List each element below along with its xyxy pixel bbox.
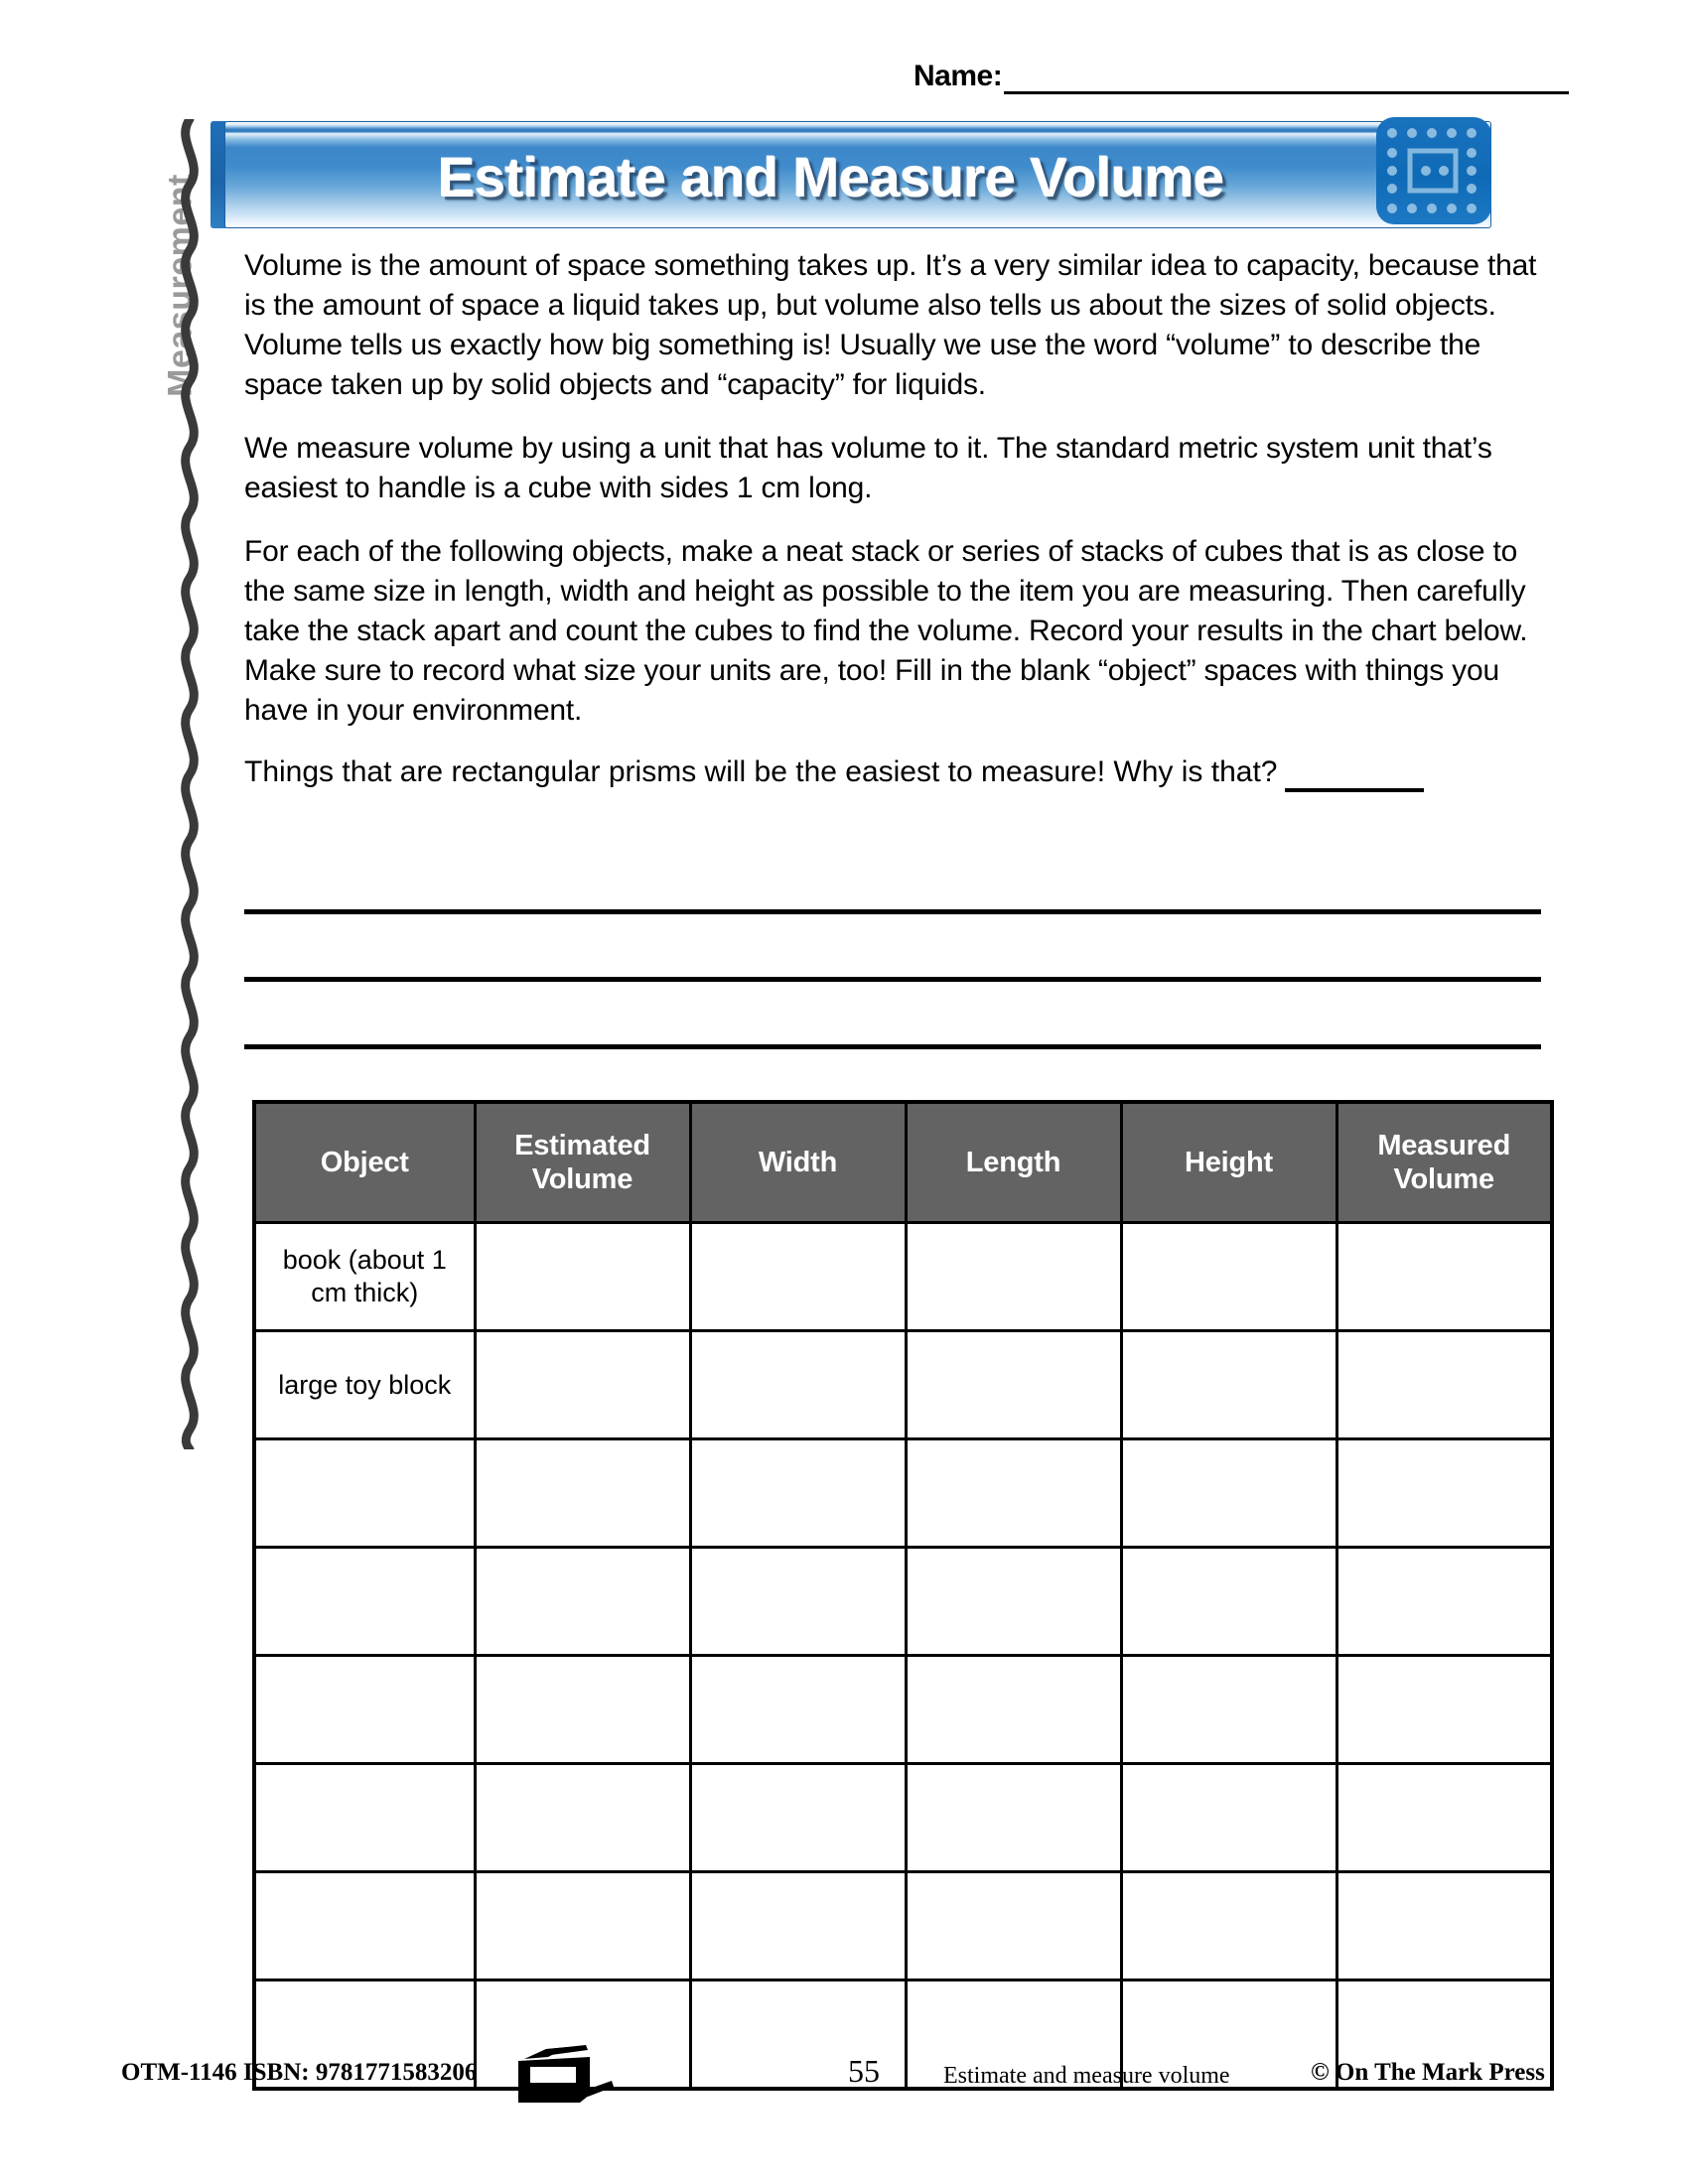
column-header-height: Height <box>1121 1102 1336 1223</box>
footer-isbn: OTM-1146 ISBN: 9781771583206 <box>121 2059 478 2086</box>
name-field-row <box>914 62 1569 94</box>
wavy-line-icon <box>167 119 212 1449</box>
name-input-blank[interactable] <box>1004 62 1569 94</box>
cell-object[interactable] <box>254 1872 475 1980</box>
side-subject-label: Measurement <box>161 174 200 397</box>
cell-object[interactable]: book (about 1 cm thick) <box>254 1223 475 1331</box>
paragraph-1: Volume is the amount of space something takes up. It’s a very similar idea to capacity, because that is the amount of space a liquid takes up, but volume also tells us about the sizes of solid objects. Volume tells us exactly how big something is! Usually we use the word “volume” to describe the space taken up by solid objects and “capacity” for liquids. <box>244 249 1537 401</box>
dotted-square-badge-icon <box>1370 111 1497 230</box>
cell-height[interactable] <box>1121 1548 1336 1656</box>
question-prompt-row <box>244 752 1553 792</box>
cell-estimated-volume[interactable] <box>475 1548 690 1656</box>
worksheet-body <box>244 246 1553 792</box>
footer-publisher: © On The Mark Press <box>1311 2059 1545 2086</box>
cell-length[interactable] <box>906 1656 1121 1764</box>
cell-length[interactable] <box>906 1872 1121 1980</box>
column-header-object: Object <box>254 1102 475 1223</box>
cell-height[interactable] <box>1121 1656 1336 1764</box>
page-title: Estimate and Measure Volume <box>438 146 1224 208</box>
table-row <box>254 1872 1552 1980</box>
footer-page-number: 55 <box>848 2053 880 2089</box>
cell-object[interactable] <box>254 1764 475 1872</box>
footer-topic: Estimate and measure volume <box>943 2063 1230 2089</box>
table-row <box>254 1656 1552 1764</box>
cell-object[interactable] <box>254 1548 475 1656</box>
open-book-icon <box>508 2045 618 2111</box>
banner-body <box>224 121 1491 228</box>
table-row <box>254 1439 1552 1548</box>
cell-measured-volume[interactable] <box>1336 1872 1552 1980</box>
cell-estimated-volume[interactable] <box>475 1331 690 1439</box>
column-header-width: Width <box>690 1102 906 1223</box>
cell-height[interactable] <box>1121 1331 1336 1439</box>
cell-length[interactable] <box>906 1764 1121 1872</box>
answer-blank-inline[interactable] <box>1285 766 1424 792</box>
table-row <box>254 1548 1552 1656</box>
cell-measured-volume[interactable] <box>1336 1331 1552 1439</box>
question-prompt-text: Things that are rectangular prisms will be the easiest to measure! Why is that? <box>244 755 1278 788</box>
column-header-length: Length <box>906 1102 1121 1223</box>
paragraph-2: We measure volume by using a unit that has volume to it. The standard metric system unit that’s easiest to handle is a cube with sides 1 cm long. <box>244 432 1492 504</box>
side-subject-strip <box>119 119 218 1449</box>
cell-height[interactable] <box>1121 1872 1336 1980</box>
answer-line-2[interactable] <box>244 977 1541 982</box>
cell-width[interactable] <box>690 1872 906 1980</box>
table-header-row <box>254 1102 1552 1223</box>
name-label: Name: <box>914 60 1003 92</box>
answer-line-3[interactable] <box>244 1044 1541 1049</box>
cell-measured-volume[interactable] <box>1336 1656 1552 1764</box>
cell-estimated-volume[interactable] <box>475 1439 690 1548</box>
page-footer <box>0 2053 1688 2113</box>
cell-estimated-volume[interactable] <box>475 1764 690 1872</box>
title-banner <box>211 121 1491 228</box>
volume-record-table <box>252 1100 1554 2091</box>
table-row <box>254 1223 1552 1331</box>
cell-width[interactable] <box>690 1331 906 1439</box>
cell-estimated-volume[interactable] <box>475 1223 690 1331</box>
cell-width[interactable] <box>690 1223 906 1331</box>
cell-object[interactable] <box>254 1656 475 1764</box>
cell-measured-volume[interactable] <box>1336 1548 1552 1656</box>
cell-height[interactable] <box>1121 1439 1336 1548</box>
table-row <box>254 1331 1552 1439</box>
cell-length[interactable] <box>906 1331 1121 1439</box>
cell-length[interactable] <box>906 1548 1121 1656</box>
volume-record-table-wrapper <box>252 1100 1551 2091</box>
answer-line-1[interactable] <box>244 909 1541 914</box>
cell-measured-volume[interactable] <box>1336 1223 1552 1331</box>
column-header-estimated-volume: Estimated Volume <box>475 1102 690 1223</box>
cell-object[interactable]: large toy block <box>254 1331 475 1439</box>
paragraph-3: For each of the following objects, make a neat stack or series of stacks of cubes that is as close to the same size in length, width and height as possible to the item you are measuring. Then carefully take the stack apart and count the cubes to find the volume. Record your results in the chart below. Make sure to record what size your units are, too! Fill in the blank “object” spaces with things you have in your environment. <box>244 535 1528 727</box>
cell-height[interactable] <box>1121 1223 1336 1331</box>
cell-estimated-volume[interactable] <box>475 1872 690 1980</box>
cell-width[interactable] <box>690 1548 906 1656</box>
cell-width[interactable] <box>690 1656 906 1764</box>
cell-measured-volume[interactable] <box>1336 1439 1552 1548</box>
cell-measured-volume[interactable] <box>1336 1764 1552 1872</box>
cell-length[interactable] <box>906 1223 1121 1331</box>
cell-object[interactable] <box>254 1439 475 1548</box>
cell-width[interactable] <box>690 1764 906 1872</box>
column-header-measured-volume: Measured Volume <box>1336 1102 1552 1223</box>
cell-height[interactable] <box>1121 1764 1336 1872</box>
cell-length[interactable] <box>906 1439 1121 1548</box>
cell-width[interactable] <box>690 1439 906 1548</box>
cell-estimated-volume[interactable] <box>475 1656 690 1764</box>
table-row <box>254 1764 1552 1872</box>
